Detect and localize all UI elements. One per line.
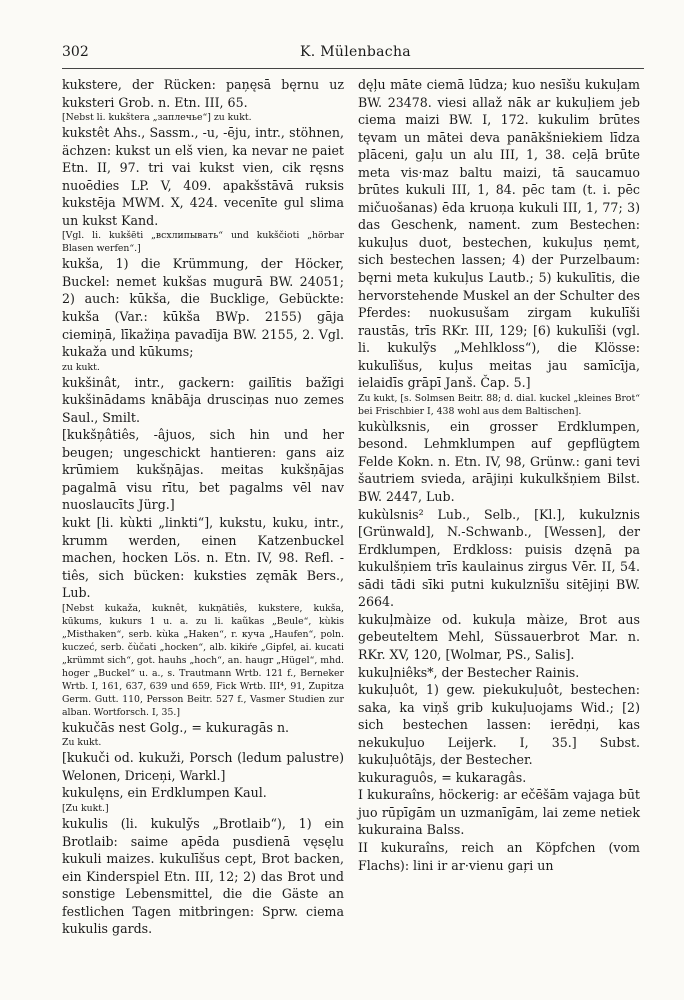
entry-kukulksnis: kukùlksnis, ein grosser Erdklumpen, besond. Lehmklumpen auf gepflügtem Felde Kokn. n. Etn. IV, 98, Grünw.: gani tevi šautriem svieda, arājiņi kukulkšņiem Bilst. BW. 2447, Lub. [358, 418, 640, 505]
entry-kukuraguos: kukuraguôs, = kukaragâs. [358, 769, 527, 785]
entry-kukstet: kukstêt Ahs., Sassm., -u, -ēju, intr., stöhnen, ächzen: kukst un elš vien, ka nevar ne paiet Etn. II, 97. tri vai kukst vien, cik ręsns nuoēdies LP. V, 409. apakšstāvā ruksis kukstēja MWM. X, 424. vecenīte gul slima un kukst Kand. [Vgl. li. kukšēti „всхлипывать“ und kukščioti „hörbar Blasen werfen“.] [62, 125, 344, 255]
entry-kukulens: kukulęns, ein Erdklumpen Kaul. [Zu kukt.] [62, 785, 267, 814]
entry-kukucas: kukučās nest Golg., = kukuragās n. Zu kukt. [62, 719, 290, 749]
entry-kukulnieks: kukuļniêks*, der Bestecher Rainis. [358, 664, 580, 680]
entry-kukulmaize: kukuļmàize od. kukuļa màize, Brot aus gebeuteltem Mehl, Süssauerbrot Mar. n. RKr. XV, 120, [Wolmar, PS., Salis]. [358, 611, 640, 662]
entry-kukurains-2: II kukuraîns, reich an Köpfchen (vom Flachs): lini ir ar·vienu gaŗi un [358, 839, 640, 873]
entry-kukulis-cont: dęļu māte ciemā lūdza; kuo nesīšu kukuļam BW. 23478. viesi allaž nāk ar kukuļiem jeb ciema maizi BW. I, 172. kukulim brūtes tęvam un mātei deva panākšniekiem līdza plāceni, gaļu un alu III, 1, 38. ceļā brūte meta vis·maz baltu maizi, tā saucamuo brūtes kukuli III, 1, 84. pēc tam (t. i. pēc mičuošanas) ēda kruoņa kukuli III, 1, 77; 3) das Geschenk, nament. zum Bestechen: kukuļus duot, bestechen, kukuļus ņemt, sich bestechen lassen; 4) der Purzelbaum: bęrni meta kukuļus Lautb.; 5) kukulītis, die hervorstehende Muskel an der Schulter des Pferdes: nuokusušam zirgam kukulīši raustās, trīs RKr. III, 129; [6) kukulīši (vgl. li. kukulỹs „Mehlkloss“), die Klösse: kukulīšus, kuļus meitas jau samīcīja, ielaidīs grāpī Janš. Čap. 5.] Zu kukt, [s. Solmsen Beitr. 88; d. dial. kuckel „kleines Brot“ bei Frischbier I, 438 wohl aus dem Baltischen]. [358, 77, 640, 417]
entry-kukuluot: kukuļuôt, 1) gew. piekukuļuôt, bestechen: saka, ka viņš grib kukuļuojams Wid.; [2) sich bestechen lassen: ierēdņi, kas nekukuļuo Leijerk. I, 35.] Subst. kukuļuôtājs, der Bestecher. [358, 682, 640, 768]
header-rule [62, 68, 644, 69]
page-header [62, 44, 644, 66]
page-number: 302 [62, 44, 89, 60]
entry-kukstere: kukstere, der Rücken: paņęsā bęrnu uz kuksteri Grob. n. Etn. III, 65. [Nebst li. kukštera „заплечье“] zu kukt. [62, 77, 344, 124]
entry-kukt: kukt [li. kùkti „linkti“], kukstu, kuku, intr., krumm werden, einen Katzenbuckel machen, hocken Lös. n. Etn. IV, 98. Refl. -tiês, sich bücken: kuksties zęmāk Bers., Lub. [Nebst kukaža, kuknêt, kukņātiês, kukstere, kukša, kūkums, kukurs 1 u. a. zu li. kaũkas „Beule“, kùkis „Misthaken“, serb. kùka „Haken“, r. кучa „Haufen“, poln. kuczeć, serb. čùčati „hocken“, alb. kikiŕe „Gipfel, ai. kucati „krümmt sich“, got. hauhs „hoch“, an. haugr „Hügel“, mhd. hoger „Buckel“ u. a., s. Trautmann Wrtb. 121 f., Berneker Wrtb. I, 161, 637, 639 und 659, Fick Wrtb. III⁴, 91, Zupitza Germ. Gutt. 110, Persson Beitr. 527 f., Vasmer Studien zur alban. Wortforsch. I, 35.] [62, 515, 344, 718]
left-column [62, 76, 344, 938]
entry-kukulis: kukulis (li. kukulỹs „Brotlaib“), 1) ein Brotlaib: saime apēda pusdienā vęsęlu kukuli maizes. kukulīšus cept, Brot backen, ein Kinderspiel Etn. III, 12; 2) das Brot und sonstige Lebensmittel, die die Gäste an festlichen Tagen mitbringen: Sprw. ciema kukulis gards. [62, 815, 344, 937]
entry-kuksnaties: [kukšņâtiês, -âjuos, sich hin und her beugen; ungeschickt hantieren: gans aiz krūmiem kukšņājas. meitas kukšņājas pagalmā visu rītu, bet pagalms vēl nav nuoslaucīts Jürg.] [62, 427, 344, 513]
entry-kukulsnis: kukùlsnis² Lub., Selb., [Kl.], kukulznis [Grünwald], N.-Schwanb., [Wessen], der Erdklumpen, Erdkloss: puisis dzęnā pa kukulšņiem trīs kaulainus zirgus Vēr. II, 54. sādi tādi sīki putni kukulznīšu sitējiņi BW. 2664. [358, 506, 640, 610]
running-title: K. Mülenbacha [300, 44, 411, 60]
entry-kuksinat: kukšinât, intr., gackern: gailītis bažīgi kukšinādams knābāja drusciņas nuo zemes Saul., Smilt. [62, 374, 344, 425]
right-column [358, 76, 640, 874]
entry-kukurains-1: I kukuraîns, höckerig: ar ečēšām vajaga būt juo rūpīgām un uzmanīgām, lai zeme netiek kukuraina Balss. [358, 787, 640, 838]
entry-kuksa: kukša, 1) die Krümmung, der Höcker, Buckel: nemet kukšas mugurā BW. 24051; 2) auch: kūkša, die Bucklige, Gebückte: kukša (Var.: kūkša BWp. 2155) gāja ciemiņā, līkažiņa pavadīja BW. 2155, 2. Vgl. kukaža und kūkums; zu kukt. [62, 256, 344, 373]
entry-kukuci: [kukuči od. kukuži, Porsch (ledum palustre) Welonen, Driceņi, Warkl.] [62, 750, 344, 783]
